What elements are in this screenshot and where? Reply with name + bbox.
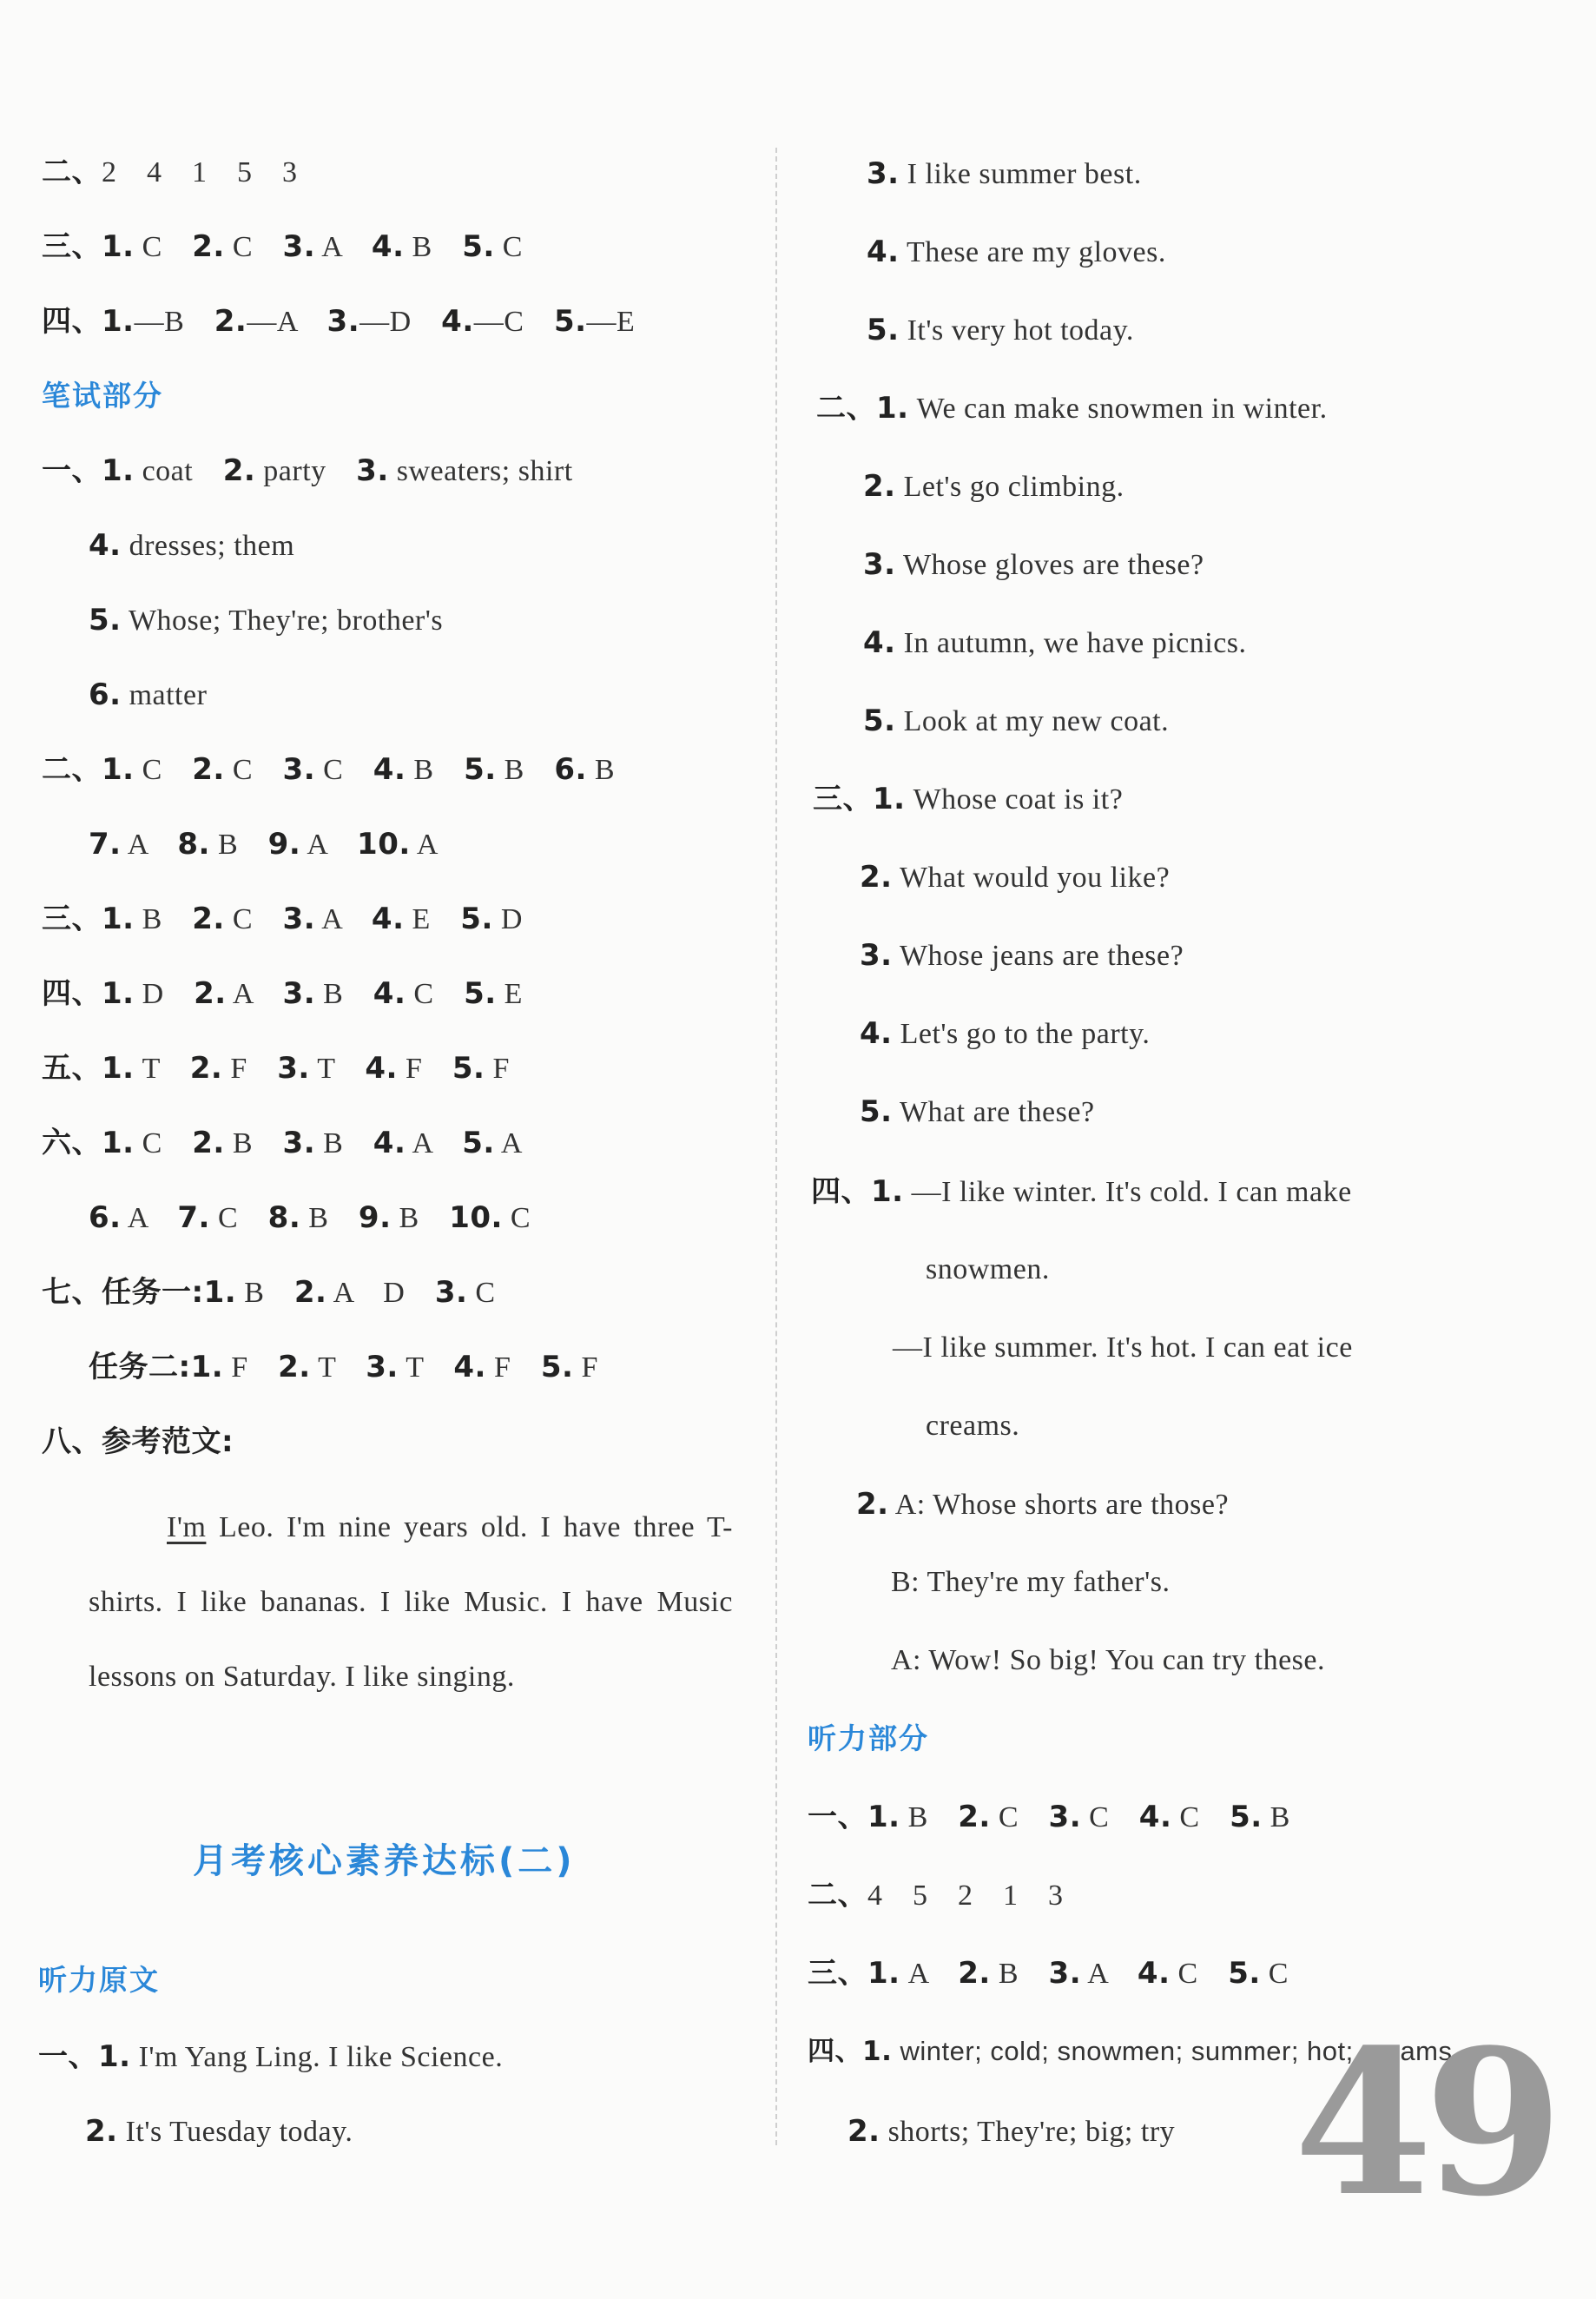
item-number: 1. bbox=[102, 902, 135, 936]
left-line bbox=[42, 302, 635, 341]
answer-text: A bbox=[121, 829, 178, 861]
right-line bbox=[926, 1407, 1019, 1445]
item-number: 3. bbox=[434, 1275, 468, 1310]
answer-text: A bbox=[494, 1127, 523, 1159]
item-number: 2. bbox=[189, 1051, 223, 1086]
answer-text: winter; cold; snowmen; summer; hot; creams bbox=[892, 2036, 1453, 2066]
answer-text: B bbox=[496, 754, 555, 786]
unit-title: 月考核心素养达标(二) bbox=[193, 1841, 576, 1881]
answer-text: B bbox=[586, 754, 616, 786]
question-group-label: 四、 bbox=[42, 976, 102, 1011]
item-number: 2. bbox=[958, 1800, 991, 1834]
item-number: 2. bbox=[214, 304, 247, 339]
question-group-label: 四、 bbox=[808, 2036, 862, 2067]
item-number: 2. bbox=[958, 1956, 991, 1991]
item-number: 2. bbox=[847, 2114, 880, 2149]
answer-text: Whose coat is it? bbox=[905, 783, 1124, 816]
answer-text: 4 5 2 1 3 bbox=[867, 1879, 1064, 1912]
answer-text: B bbox=[300, 1202, 359, 1234]
item-number: 2. bbox=[860, 860, 893, 895]
item-number: 8. bbox=[177, 827, 210, 862]
right-line bbox=[808, 1876, 1064, 1915]
left-line bbox=[42, 974, 523, 1014]
item-number: 8. bbox=[267, 1200, 301, 1235]
right-line bbox=[816, 389, 1328, 428]
answer-text: E bbox=[404, 903, 461, 935]
answer-text: D bbox=[492, 903, 523, 935]
left-line bbox=[42, 1049, 510, 1088]
left-line bbox=[42, 153, 298, 192]
item-number: 2. bbox=[856, 1487, 889, 1522]
answer-text: A bbox=[315, 231, 372, 263]
question-group-label: 二、 bbox=[42, 155, 102, 189]
answer-text: A bbox=[1081, 1958, 1138, 1990]
answer-text: shorts; They're; big; try bbox=[880, 2116, 1176, 2148]
left-line bbox=[89, 601, 443, 640]
question-group-label: 二、 bbox=[816, 391, 876, 426]
answer-text: C bbox=[134, 754, 193, 786]
item-number: 4. bbox=[89, 528, 122, 563]
answer-text: —C bbox=[473, 306, 554, 338]
answer-text: C bbox=[315, 754, 373, 786]
item-number: 5. bbox=[460, 902, 493, 936]
answer-text: C bbox=[1170, 1958, 1229, 1990]
answer-text: T bbox=[310, 1351, 366, 1384]
answer-text: snowmen. bbox=[926, 1253, 1050, 1285]
item-number: 9. bbox=[267, 827, 301, 862]
item-number: 3. bbox=[277, 1051, 310, 1086]
left-line bbox=[42, 1124, 523, 1163]
section-listening-script: 听力原文 bbox=[38, 1963, 160, 1997]
item-number: 1. bbox=[102, 1126, 135, 1160]
item-number: 3. bbox=[282, 752, 316, 787]
item-number: 1. bbox=[203, 1275, 237, 1310]
left-line bbox=[89, 676, 207, 715]
item-number: 4. bbox=[373, 1126, 406, 1160]
item-number: 6. bbox=[554, 752, 587, 787]
item-number: 4. bbox=[371, 902, 405, 936]
right-line bbox=[891, 1642, 1325, 1680]
right-line bbox=[867, 311, 1134, 350]
answer-text: matter bbox=[121, 679, 208, 711]
essay-body: Leo. I'm nine years old. I have three T-shirts. I like bananas. I like Music. I have Music lessons on Saturday. I like singing. bbox=[89, 1511, 733, 1693]
item-number: 7. bbox=[177, 1200, 210, 1235]
answer-text: C bbox=[406, 978, 465, 1010]
item-number: 9. bbox=[358, 1200, 392, 1235]
question-group-label: 七、任务一: bbox=[42, 1275, 204, 1310]
answer-text: I like summer best. bbox=[899, 158, 1142, 190]
item-number: 4. bbox=[371, 229, 405, 264]
answer-text: —I like winter. It's cold. I can make bbox=[903, 1176, 1352, 1208]
section-written: 笔试部分 bbox=[42, 379, 163, 413]
item-number: 5. bbox=[867, 313, 900, 347]
item-number: 2. bbox=[192, 752, 225, 787]
answer-text: dresses; them bbox=[121, 530, 295, 562]
answer-text: These are my gloves. bbox=[899, 236, 1166, 268]
question-group-label: 三、 bbox=[808, 1956, 867, 1991]
answer-text: B: They're my father's. bbox=[891, 1566, 1171, 1598]
question-group-label: 八、参考范文: bbox=[42, 1424, 234, 1459]
item-number: 1. bbox=[102, 1051, 135, 1086]
item-number: 4. bbox=[441, 304, 474, 339]
right-line bbox=[860, 858, 1170, 897]
answer-text: I'm Yang Ling. I like Science. bbox=[130, 2041, 504, 2073]
answer-text: C bbox=[502, 1202, 531, 1234]
item-number: 2. bbox=[278, 1350, 311, 1384]
item-number: 1. bbox=[873, 782, 906, 816]
answer-text: Look at my new coat. bbox=[895, 705, 1170, 737]
question-group-label: 四、 bbox=[811, 1174, 871, 1209]
question-group-label: 二、 bbox=[808, 1878, 867, 1913]
answer-text: F bbox=[485, 1053, 510, 1085]
item-number: 6. bbox=[89, 677, 122, 712]
answer-text: F bbox=[223, 1351, 279, 1384]
item-number: 2. bbox=[192, 229, 225, 264]
left-line bbox=[42, 452, 573, 491]
item-number: 2. bbox=[222, 453, 256, 488]
answer-text: —A bbox=[247, 306, 327, 338]
item-number: 5. bbox=[553, 304, 587, 339]
item-number: 5. bbox=[464, 752, 497, 787]
item-number: 4. bbox=[453, 1350, 486, 1384]
answer-text: Whose jeans are these? bbox=[892, 940, 1184, 972]
item-number: 3. bbox=[1048, 1800, 1082, 1834]
left-line bbox=[85, 2112, 353, 2151]
item-number: 10. bbox=[449, 1200, 503, 1235]
answer-text: A D bbox=[326, 1277, 435, 1309]
answer-text: B bbox=[391, 1202, 450, 1234]
answer-text: Whose gloves are these? bbox=[895, 549, 1204, 581]
answer-text: Let's go climbing. bbox=[895, 471, 1124, 503]
item-number: 3. bbox=[282, 976, 316, 1011]
right-line bbox=[860, 1093, 1095, 1132]
question-group-label: 三、 bbox=[813, 782, 873, 816]
answer-text: C bbox=[224, 754, 283, 786]
item-number: 4. bbox=[863, 625, 896, 660]
item-number: 1. bbox=[98, 2039, 131, 2074]
item-number: 3. bbox=[282, 1126, 316, 1160]
item-number: 3. bbox=[1048, 1956, 1082, 1991]
item-number: 2. bbox=[863, 469, 896, 504]
answer-text: What are these? bbox=[892, 1096, 1095, 1128]
right-line bbox=[863, 467, 1124, 506]
answer-text: It's Tuesday today. bbox=[117, 2116, 353, 2148]
item-number: 1. bbox=[102, 752, 135, 787]
answer-text: C bbox=[990, 1801, 1049, 1833]
item-number: 2. bbox=[194, 976, 227, 1011]
left-line bbox=[89, 1348, 598, 1387]
answer-text: B bbox=[209, 829, 268, 861]
answer-text: B bbox=[315, 1127, 373, 1159]
answer-text: F bbox=[573, 1351, 598, 1384]
answer-text: sweaters; shirt bbox=[388, 455, 573, 487]
left-line bbox=[42, 1423, 234, 1462]
item-number: 2. bbox=[85, 2114, 118, 2149]
answer-text: C bbox=[1260, 1958, 1289, 1990]
answer-text: C bbox=[494, 231, 523, 263]
item-number: 5. bbox=[462, 1126, 495, 1160]
item-number: 7. bbox=[89, 827, 122, 862]
right-line bbox=[863, 702, 1169, 741]
question-group-label: 三、 bbox=[42, 229, 102, 264]
answer-text: C bbox=[134, 231, 193, 263]
left-line bbox=[89, 526, 294, 565]
right-line bbox=[811, 1173, 1352, 1212]
answer-text: A bbox=[315, 903, 372, 935]
right-line bbox=[863, 624, 1247, 663]
answer-text: B bbox=[236, 1277, 294, 1309]
item-number: 5. bbox=[1228, 1956, 1261, 1991]
left-line bbox=[89, 1199, 531, 1238]
sample-essay bbox=[89, 1490, 733, 1714]
right-line bbox=[808, 1798, 1290, 1837]
item-number: 4. bbox=[867, 235, 900, 269]
right-line bbox=[863, 545, 1204, 585]
right-line bbox=[847, 2112, 1175, 2151]
right-line bbox=[860, 936, 1184, 975]
item-number: 4. bbox=[373, 976, 406, 1011]
item-number: 6. bbox=[89, 1200, 122, 1235]
answer-text: F bbox=[397, 1053, 452, 1085]
answer-text: A bbox=[410, 829, 439, 861]
question-group-label: 一、 bbox=[808, 1800, 867, 1834]
item-number: 3. bbox=[863, 547, 896, 582]
answer-text: A: Whose shorts are those? bbox=[888, 1489, 1230, 1521]
answer-text: B bbox=[224, 1127, 283, 1159]
answer-text: T bbox=[134, 1053, 190, 1085]
item-number: 4. bbox=[1137, 1956, 1171, 1991]
answer-text: B bbox=[134, 903, 193, 935]
item-number: 5. bbox=[863, 704, 896, 738]
answer-text: A bbox=[121, 1202, 178, 1234]
item-number: 5. bbox=[452, 1051, 485, 1086]
answer-text: A bbox=[226, 978, 283, 1010]
answer-text: —D bbox=[359, 306, 442, 338]
answer-text: 2 4 1 5 3 bbox=[102, 156, 298, 188]
item-number: 5. bbox=[860, 1094, 893, 1129]
question-group-label: 三、 bbox=[42, 902, 102, 936]
column-divider bbox=[775, 148, 777, 2145]
question-group-label: 一、 bbox=[38, 2039, 98, 2074]
answer-text: What would you like? bbox=[892, 862, 1171, 894]
right-line bbox=[891, 1563, 1170, 1602]
answer-text: In autumn, we have picnics. bbox=[895, 627, 1247, 659]
left-line bbox=[42, 750, 615, 789]
left-line bbox=[42, 900, 523, 939]
item-number: 5. bbox=[540, 1350, 574, 1384]
answer-text: C bbox=[209, 1202, 268, 1234]
answer-text: C bbox=[1171, 1801, 1230, 1833]
item-number: 4. bbox=[365, 1051, 398, 1086]
item-number: 5. bbox=[462, 229, 495, 264]
answer-text: coat bbox=[134, 455, 223, 487]
answer-text: —I like summer. It's hot. I can eat ice bbox=[893, 1331, 1353, 1364]
item-number: 1. bbox=[102, 453, 135, 488]
question-group-label: 任务二: bbox=[89, 1350, 191, 1384]
right-line bbox=[813, 780, 1123, 819]
item-number: 1. bbox=[867, 1956, 900, 1991]
item-number: 1. bbox=[190, 1350, 224, 1384]
page-number: 49 bbox=[1294, 2006, 1555, 2241]
right-line bbox=[867, 233, 1166, 272]
answer-text: Whose; They're; brother's bbox=[121, 604, 444, 637]
question-group-label: 五、 bbox=[42, 1051, 102, 1086]
answer-text: —B bbox=[134, 306, 214, 338]
answer-text: B bbox=[404, 231, 463, 263]
answer-text: A bbox=[300, 829, 358, 861]
item-number: 2. bbox=[192, 1126, 225, 1160]
left-line bbox=[38, 2038, 503, 2077]
answer-text: Let's go to the party. bbox=[892, 1018, 1151, 1050]
answer-text: C bbox=[224, 903, 283, 935]
item-number: 2. bbox=[192, 902, 225, 936]
right-line bbox=[893, 1329, 1353, 1367]
answer-text: B bbox=[900, 1801, 959, 1833]
essay-first-word: I'm bbox=[167, 1511, 207, 1543]
item-number: 4. bbox=[860, 1016, 893, 1051]
item-number: 1. bbox=[102, 976, 135, 1011]
right-line bbox=[926, 1251, 1050, 1289]
answer-text: C bbox=[134, 1127, 193, 1159]
item-number: 1. bbox=[102, 229, 135, 264]
answer-text: T bbox=[309, 1053, 366, 1085]
item-number: 3. bbox=[867, 156, 900, 191]
answer-text: It's very hot today. bbox=[899, 314, 1134, 347]
answer-text: creams. bbox=[926, 1410, 1020, 1442]
answer-text: F bbox=[485, 1351, 541, 1384]
item-number: 1. bbox=[871, 1174, 904, 1209]
item-number: 3. bbox=[282, 229, 316, 264]
answer-text: E bbox=[496, 978, 523, 1010]
answer-text: party bbox=[255, 455, 357, 487]
item-number: 3. bbox=[356, 453, 389, 488]
answer-text: A bbox=[406, 1127, 463, 1159]
answer-text: C bbox=[1081, 1801, 1139, 1833]
right-line bbox=[856, 1485, 1229, 1524]
answer-text: A bbox=[900, 1958, 959, 1990]
answer-text: F bbox=[222, 1053, 278, 1085]
answer-text: B bbox=[1262, 1801, 1290, 1833]
answer-text: —E bbox=[586, 306, 636, 338]
question-group-label: 四、 bbox=[42, 304, 102, 339]
item-number: 1. bbox=[102, 304, 135, 339]
item-number: 5. bbox=[1230, 1800, 1263, 1834]
item-number: 4. bbox=[1138, 1800, 1172, 1834]
answer-text: D bbox=[134, 978, 195, 1010]
question-group-label: 六、 bbox=[42, 1126, 102, 1160]
question-group-label: 一、 bbox=[42, 453, 102, 488]
answer-text: We can make snowmen in winter. bbox=[908, 393, 1328, 425]
answer-text: B bbox=[990, 1958, 1049, 1990]
item-number: 3. bbox=[366, 1350, 399, 1384]
right-line bbox=[860, 1014, 1150, 1054]
answer-text: B bbox=[406, 754, 465, 786]
right-line bbox=[808, 1954, 1289, 1993]
item-number: 1. bbox=[876, 391, 909, 426]
answer-text: C bbox=[224, 231, 283, 263]
item-number: 1. bbox=[867, 1800, 900, 1834]
item-number: 2. bbox=[293, 1275, 327, 1310]
answer-text: B bbox=[315, 978, 373, 1010]
right-line bbox=[867, 155, 1142, 194]
left-line bbox=[42, 228, 523, 267]
item-number: 10. bbox=[357, 827, 411, 862]
item-number: 5. bbox=[89, 603, 122, 638]
item-number: 1. bbox=[862, 2036, 893, 2067]
item-number: 3. bbox=[860, 938, 893, 973]
answer-text: C bbox=[467, 1277, 496, 1309]
left-line bbox=[89, 825, 439, 864]
item-number: 5. bbox=[464, 976, 497, 1011]
item-number: 3. bbox=[326, 304, 360, 339]
answer-text: T bbox=[398, 1351, 454, 1384]
answer-text: A: Wow! So big! You can try these. bbox=[891, 1644, 1326, 1676]
item-number: 4. bbox=[373, 752, 406, 787]
item-number: 3. bbox=[282, 902, 316, 936]
left-line bbox=[42, 1273, 496, 1312]
question-group-label: 二、 bbox=[42, 752, 102, 787]
section-listening: 听力部分 bbox=[808, 1721, 929, 1755]
